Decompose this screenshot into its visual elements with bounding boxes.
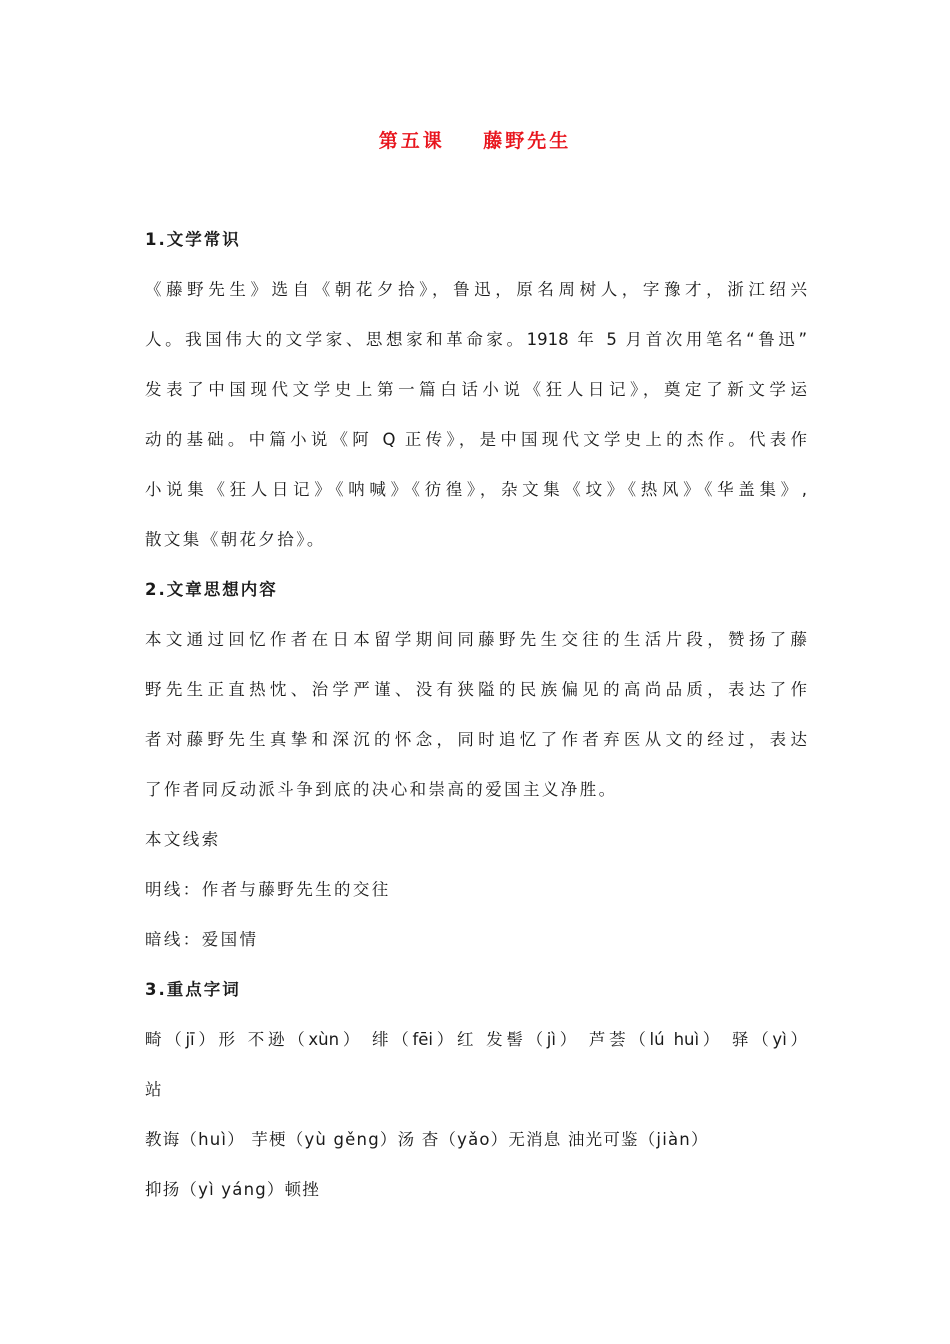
clue-bright-line: 明线：作者与藤野先生的交往 bbox=[145, 880, 391, 899]
paragraph-line: 发表了中国现代文学史上第一篇白话小说《狂人日记》，奠定了新文学运 bbox=[145, 380, 807, 399]
key-words-line: 畸（jī）形 不逊（xùn） 绯（fēi）红 发髻（jì） 芦荟（lú huì） 驿（yì） bbox=[145, 1030, 807, 1049]
lesson-title: 第五课 藤野先生 bbox=[378, 130, 572, 152]
section-heading-key-words: 3.重点字词 bbox=[145, 980, 241, 999]
document-body bbox=[145, 225, 807, 1225]
paragraph-line: 人。我国伟大的文学家、思想家和革命家。1918 年 5 月首次用笔名“鲁迅” bbox=[145, 330, 807, 349]
paragraph-line: 野先生正直热忱、治学严谨、没有狭隘的民族偏见的高尚品质，表达了作 bbox=[145, 680, 807, 699]
paragraph-line: 《藤野先生》选自《朝花夕拾》，鲁迅，原名周树人，字豫才，浙江绍兴 bbox=[145, 280, 807, 299]
section-heading-thought-content: 2.文章思想内容 bbox=[145, 580, 278, 599]
paragraph-line: 动的基础。中篇小说《阿 Q 正传》，是中国现代文学史上的杰作。代表作 bbox=[145, 430, 807, 449]
clue-label: 本文线索 bbox=[145, 830, 221, 849]
paragraph-line: 散文集《朝花夕拾》。 bbox=[145, 530, 326, 549]
key-words-line: 抑扬（yì yáng）顿挫 bbox=[145, 1180, 321, 1199]
paragraph-line: 了作者同反动派斗争到底的决心和崇高的爱国主义净胜。 bbox=[145, 780, 618, 799]
key-words-line: 站 bbox=[145, 1080, 163, 1099]
clue-dark-line: 暗线：爱国情 bbox=[145, 930, 259, 949]
paragraph-line: 小说集《狂人日记》《呐喊》《彷徨》，杂文集《坟》《热风》《华盖集》, bbox=[145, 480, 807, 499]
section-heading-literary-knowledge: 1.文学常识 bbox=[145, 230, 241, 249]
key-words-line: 教诲（huì） 芋梗（yù gěng）汤 杳（yǎo）无消息 油光可鉴（jiàn） bbox=[145, 1130, 709, 1149]
paragraph-line: 者对藤野先生真挚和深沉的怀念，同时追忆了作者弃医从文的经过，表达 bbox=[145, 730, 807, 749]
paragraph-line: 本文通过回忆作者在日本留学期间同藤野先生交往的生活片段，赞扬了藤 bbox=[145, 630, 807, 649]
